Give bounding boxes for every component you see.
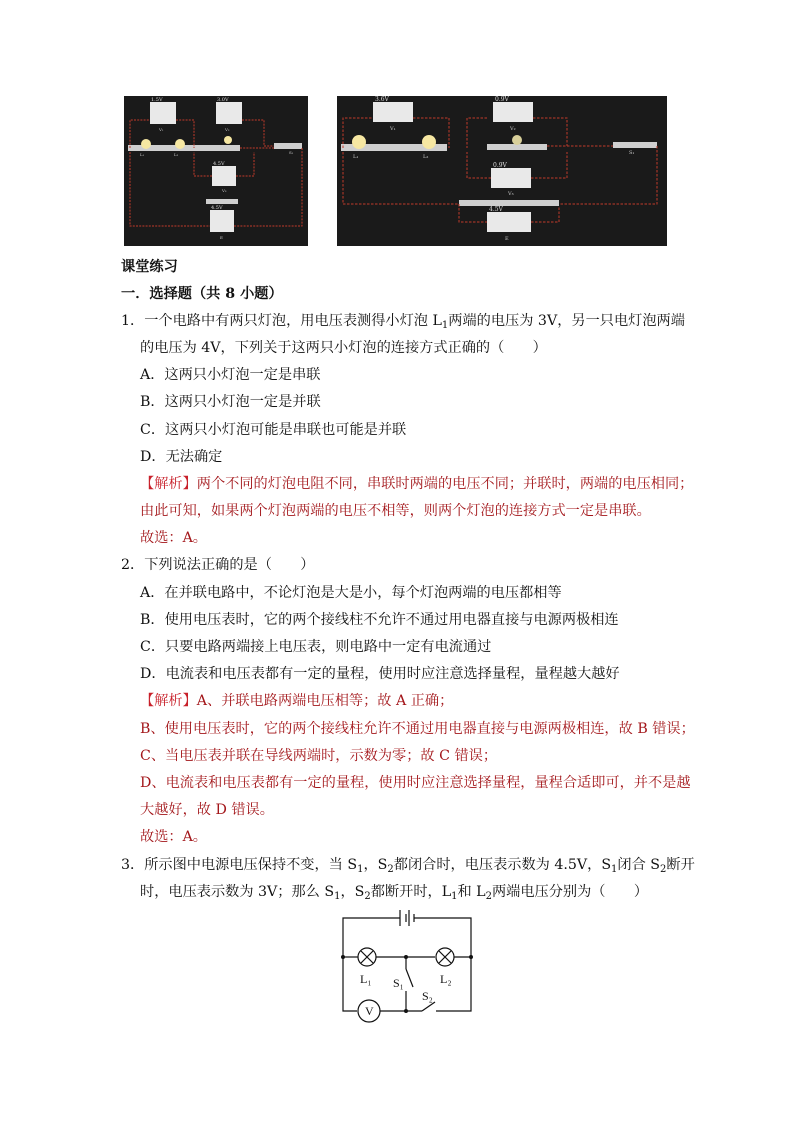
junction-right bbox=[469, 955, 473, 959]
voltmeter-3 bbox=[491, 168, 531, 188]
meter-reading-1: 3.6V bbox=[375, 96, 389, 103]
q1-option-c: C．这两只小灯泡可能是串联也可能是并联 bbox=[140, 422, 407, 438]
meter-reading-2: 3.0V bbox=[217, 97, 229, 103]
q2-option-d: D．电流表和电压表都有一定的量程，使用时应注意选择量程，量程越大越好 bbox=[140, 666, 620, 682]
meter-label-v2: V₂ bbox=[225, 127, 230, 132]
q1-answer: 故选：A。 bbox=[140, 530, 207, 546]
voltmeter-4 bbox=[210, 210, 234, 232]
section-title: 课堂练习 bbox=[121, 259, 178, 275]
series-circuit-photo bbox=[124, 96, 308, 246]
meter-reading-4: 4.5V bbox=[211, 205, 223, 211]
voltmeter-1 bbox=[373, 102, 413, 122]
q1-analysis-line2: 由此可知，如果两个灯泡两端的电压不相等，则两个灯泡的连接方式一定是串联。 bbox=[140, 503, 651, 519]
meter-label-v3: V₃ bbox=[222, 188, 227, 193]
voltmeter-2 bbox=[493, 102, 533, 122]
q2-analysis-line2: B、使用电压表时，它的两个接线柱允许不通过用电器直接与电源两极相连，故 B 错误； bbox=[140, 721, 695, 737]
bulb-3 bbox=[224, 136, 232, 144]
voltmeter-4 bbox=[487, 212, 531, 232]
battery-board bbox=[206, 199, 238, 204]
experiment-photo-series bbox=[124, 96, 308, 246]
bulb-label-l1: L₁ bbox=[353, 154, 359, 160]
section-subtitle: 一．选择题（共 8 小题） bbox=[121, 286, 283, 302]
bulb-label-l2: L₂ bbox=[174, 152, 179, 157]
switch-label-s1: S₁ bbox=[289, 150, 294, 155]
q1-stem-line1: 1．一个电路中有两只灯泡，用电压表测得小灯泡 $L_1$两端的电压为 3V，另一只电灯泡两端 bbox=[121, 313, 685, 331]
q2-analysis-line3: C、当电压表并联在导线两端时，示数为零；故 C 错误； bbox=[140, 748, 498, 764]
q2-analysis-line5: 大越好，故 D 错误。 bbox=[140, 802, 274, 818]
label-s1: S₁ bbox=[393, 976, 404, 990]
bulb-2 bbox=[422, 135, 436, 149]
switch-s2 bbox=[422, 1002, 435, 1011]
label-l1: L₁ bbox=[360, 972, 372, 986]
circuit-photo-2 bbox=[337, 96, 667, 246]
meter-reading-3: 0.9V bbox=[493, 162, 507, 169]
q1-option-a: A．这两只小灯泡一定是串联 bbox=[140, 367, 321, 383]
bulb-label-l1: L₁ bbox=[140, 152, 145, 157]
battery-board bbox=[459, 200, 559, 206]
switch-label-s1: S₁ bbox=[629, 150, 635, 156]
meter-reading-3: 4.5V bbox=[213, 161, 225, 167]
q2-stem: 2．下列说法正确的是（ ） bbox=[121, 557, 315, 573]
q1-analysis-line1: 【解析】两个不同的灯泡电阻不同，串联时两端的电压不同；并联时，两端的电压相同； bbox=[140, 476, 694, 492]
junction-left bbox=[341, 955, 345, 959]
meter-reading-4: 4.5V bbox=[489, 206, 503, 213]
switch-s1 bbox=[406, 969, 413, 987]
meter-label-v3: V₃ bbox=[508, 191, 514, 197]
q2-answer: 故选：A。 bbox=[140, 829, 207, 845]
top-wire-left bbox=[343, 918, 400, 929]
junction-s1-top bbox=[404, 955, 408, 959]
q2-analysis-line4: D、电流表和电压表都有一定的量程，使用时应注意选择量程，量程合适即可，并不是越 bbox=[140, 775, 691, 791]
q2-option-b: B．使用电压表时，它的两个接线柱不允许不通过用电器直接与电源两极相连 bbox=[140, 612, 619, 628]
left-wire bbox=[343, 929, 357, 1011]
voltmeter-1 bbox=[150, 102, 176, 124]
battery-label-e: E bbox=[220, 235, 223, 240]
label-l2: L₂ bbox=[440, 972, 452, 986]
meter-reading-1: 1.5V bbox=[151, 97, 163, 103]
q1-stem-line2: 的电压为 4V，下列关于这两只小灯泡的连接方式正确的（ ） bbox=[140, 340, 547, 356]
switch-board bbox=[274, 143, 302, 149]
q1-option-d: D．无法确定 bbox=[140, 449, 223, 465]
bulb-1 bbox=[352, 135, 366, 149]
switch-board bbox=[613, 142, 657, 148]
q2-option-a: A．在并联电路中，不论灯泡是大是小，每个灯泡两端的电压都相等 bbox=[140, 585, 562, 601]
meter-label-v1: V₁ bbox=[159, 127, 164, 132]
bulb-2 bbox=[175, 139, 185, 149]
label-v: V bbox=[365, 1004, 374, 1018]
bulb-1 bbox=[141, 139, 151, 149]
q2-analysis-line1: 【解析】A、并联电路两端电压相等；故 A 正确； bbox=[140, 693, 454, 709]
circuit-diagram bbox=[336, 907, 478, 1025]
battery-label-e: E bbox=[505, 236, 509, 242]
junction-s1-bottom bbox=[404, 1009, 408, 1013]
q3-stem-line1: 3．所示图中电源电压保持不变，当 $S_1$，$S_2$都闭合时，电压表示数为 4.5V，$S_1$闭合 $S_2$断开 bbox=[121, 857, 695, 875]
bulb-label-l2: L₂ bbox=[423, 154, 429, 160]
experiment-photo-parallel bbox=[337, 96, 667, 246]
q3-stem-line2: 时，电压表示数为 3V；那么 $S_1$，$S_2$都断开时，$L_1$和 $L_2$两端电压分别为（ ） bbox=[140, 884, 649, 902]
meter-label-v2: V₂ bbox=[510, 126, 516, 132]
label-s2: S₂ bbox=[422, 989, 433, 1003]
voltmeter-3 bbox=[212, 166, 236, 186]
meter-label-v1: V₁ bbox=[390, 126, 396, 132]
voltmeter-2 bbox=[216, 102, 242, 124]
meter-reading-2: 0.9V bbox=[495, 96, 509, 103]
q1-option-b: B．这两只小灯泡一定是并联 bbox=[140, 394, 321, 410]
q2-option-c: C．只要电路两端接上电压表，则电路中一定有电流通过 bbox=[140, 639, 492, 655]
bulb-3 bbox=[512, 135, 522, 145]
top-wire-right bbox=[414, 918, 471, 957]
